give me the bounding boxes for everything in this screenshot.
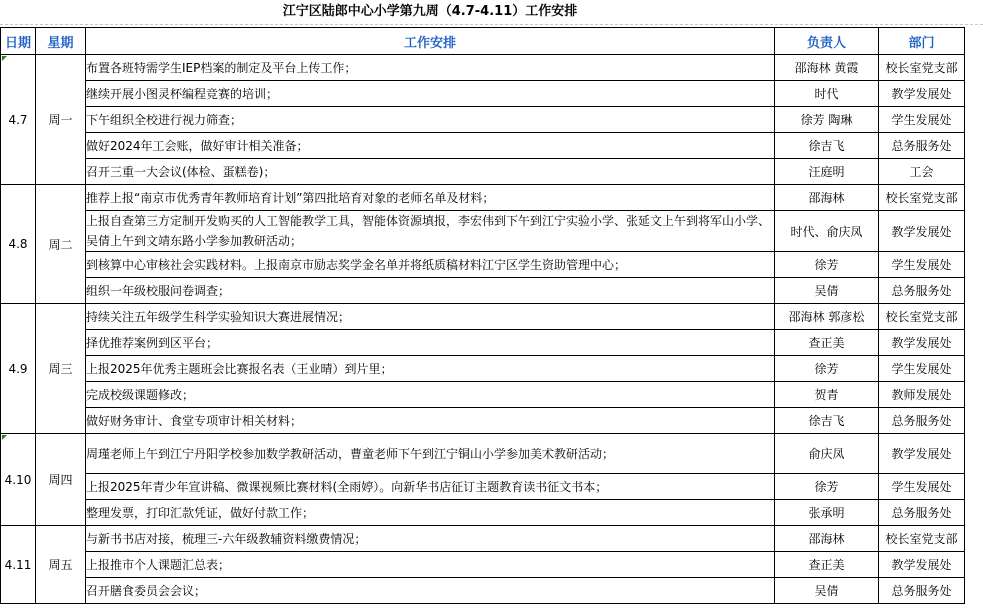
cell-dept[interactable]: 工会 [879,159,965,185]
cell-person[interactable]: 徐吉飞 [775,408,879,434]
cell-dept[interactable]: 总务服务处 [879,408,965,434]
cell-dept[interactable]: 总务服务处 [879,278,965,304]
cell-task[interactable]: 下午组织全校进行视力筛查； [86,107,775,133]
cell-dept[interactable]: 总务服务处 [879,578,965,604]
cell-task[interactable]: 整理发票，打印汇款凭证，做好付款工作； [86,500,775,526]
table-row [1,133,965,159]
cell-task[interactable]: 召开三重一大会议(体检、蛋糕卷)； [86,159,775,185]
schedule-body [1,55,965,604]
cell-dept[interactable]: 教师发展处 [879,382,965,408]
table-row [1,159,965,185]
cell-dept[interactable]: 校长室党支部 [879,185,965,211]
cell-task[interactable]: 上报2025年青少年宣讲稿、微课视频比赛材料(全雨婷）。向新华书店征订主题教育读书征文书本； [86,474,775,500]
comment-marker-icon [2,56,7,61]
cell-person[interactable]: 俞庆凤 [775,434,879,474]
table-row [1,382,965,408]
cell-weekday[interactable]: 周一 [36,55,86,185]
header-week[interactable]: 星期 [36,28,86,55]
table-row [1,211,965,252]
cell-date[interactable]: 4.11 [1,526,36,604]
cell-dept[interactable]: 教学发展处 [879,552,965,578]
table-row [1,552,965,578]
cell-person[interactable]: 查正美 [775,552,879,578]
cell-dept[interactable]: 总务服务处 [879,133,965,159]
cell-person[interactable]: 贺青 [775,382,879,408]
cell-dept[interactable]: 教学发展处 [879,81,965,107]
cell-person[interactable]: 邵海林 [775,185,879,211]
cell-weekday[interactable]: 周五 [36,526,86,604]
cell-person[interactable]: 汪庭明 [775,159,879,185]
cell-task[interactable]: 到核算中心审核社会实践材料。上报南京市励志奖学金名单并将纸质稿材料江宁区学生资助管理中心； [86,252,775,278]
cell-person[interactable]: 徐芳 [775,474,879,500]
cell-task[interactable]: 上报自查第三方定制开发购买的人工智能教学工具，智能体资源填报，李宏伟到下午到江宁实验小学、张延文上午到将军山小学、吴倩上午到文靖东路小学参加教研活动； [86,211,775,252]
cell-person[interactable]: 徐芳 [775,356,879,382]
table-row [1,185,965,211]
cell-task[interactable]: 与新书书店对接，梳理三-六年级教辅资料缴费情况； [86,526,775,552]
cell-task[interactable]: 组织一年级校服问卷调查； [86,278,775,304]
table-row [1,81,965,107]
table-row [1,408,965,434]
cell-person[interactable]: 吴倩 [775,278,879,304]
cell-dept[interactable]: 学生发展处 [879,107,965,133]
cell-task[interactable]: 推荐上报“南京市优秀青年教师培育计划”第四批培育对象的老师名单及材料； [86,185,775,211]
table-row [1,55,965,81]
cell-dept[interactable]: 总务服务处 [879,500,965,526]
cell-task[interactable]: 做好2024年工会账，做好审计相关准备； [86,133,775,159]
cell-person[interactable]: 邵海林 郭彦松 [775,304,879,330]
comment-marker-icon [2,435,7,440]
cell-dept[interactable]: 学生发展处 [879,252,965,278]
cell-dept[interactable]: 学生发展处 [879,474,965,500]
table-row [1,578,965,604]
header-row [1,28,965,55]
cell-person[interactable]: 徐吉飞 [775,133,879,159]
cell-dept[interactable]: 教学发展处 [879,434,965,474]
header-task[interactable]: 工作安排 [86,28,775,55]
cell-person[interactable]: 查正美 [775,330,879,356]
cell-dept[interactable]: 教学发展处 [879,211,965,252]
table-row [1,434,965,474]
cell-dept[interactable]: 校长室党支部 [879,55,965,81]
cell-date[interactable]: 4.8 [1,185,36,304]
cell-task[interactable]: 周瑾老师上午到江宁丹阳学校参加数学教研活动，曹童老师下午到江宁铜山小学参加美术教研活动； [86,434,775,474]
cell-weekday[interactable]: 周三 [36,304,86,434]
cell-dept[interactable]: 教学发展处 [879,330,965,356]
cell-task[interactable]: 继续开展小图灵杯编程竞赛的培训； [86,81,775,107]
cell-weekday[interactable]: 周四 [36,434,86,526]
schedule-table [0,27,965,604]
cell-date[interactable]: 4.7 [1,55,36,185]
cell-task[interactable]: 择优推荐案例到区平台； [86,330,775,356]
table-row [1,330,965,356]
cell-dept[interactable]: 校长室党支部 [879,304,965,330]
cell-task[interactable]: 做好财务审计、食堂专项审计相关材料； [86,408,775,434]
table-row [1,500,965,526]
cell-task[interactable]: 持续关注五年级学生科学实验知识大赛进展情况； [86,304,775,330]
cell-task[interactable]: 布置各班特需学生IEP档案的制定及平台上传工作； [86,55,775,81]
cell-task[interactable]: 召开膳食委员会会议； [86,578,775,604]
cell-person[interactable]: 徐芳 陶琳 [775,107,879,133]
cell-dept[interactable]: 校长室党支部 [879,526,965,552]
cell-person[interactable]: 邵海林 黄霞 [775,55,879,81]
table-row [1,278,965,304]
cell-weekday[interactable]: 周二 [36,185,86,304]
header-date[interactable]: 日期 [1,28,36,55]
cell-dept[interactable]: 学生发展处 [879,356,965,382]
cell-task[interactable]: 完成校级课题修改； [86,382,775,408]
table-row [1,474,965,500]
cell-task[interactable]: 上报推市个人课题汇总表； [86,552,775,578]
header-dept[interactable]: 部门 [879,28,965,55]
cell-person[interactable]: 徐芳 [775,252,879,278]
cell-date[interactable]: 4.9 [1,304,36,434]
table-row [1,107,965,133]
cell-person[interactable]: 时代、俞庆凤 [775,211,879,252]
header-person[interactable]: 负责人 [775,28,879,55]
cell-person[interactable]: 时代 [775,81,879,107]
table-row [1,304,965,330]
table-row [1,252,965,278]
cell-person[interactable]: 邵海林 [775,526,879,552]
cell-date[interactable]: 4.10 [1,434,36,526]
cell-task[interactable]: 上报2025年优秀主题班会比赛报名表（王业晴）到片里； [86,356,775,382]
table-row [1,356,965,382]
cell-person[interactable]: 张承明 [775,500,879,526]
cell-person[interactable]: 吴倩 [775,578,879,604]
table-row [1,526,965,552]
sheet-title: 江宁区陆郎中心小学第九周（4.7-4.11）工作安排 [282,4,578,19]
